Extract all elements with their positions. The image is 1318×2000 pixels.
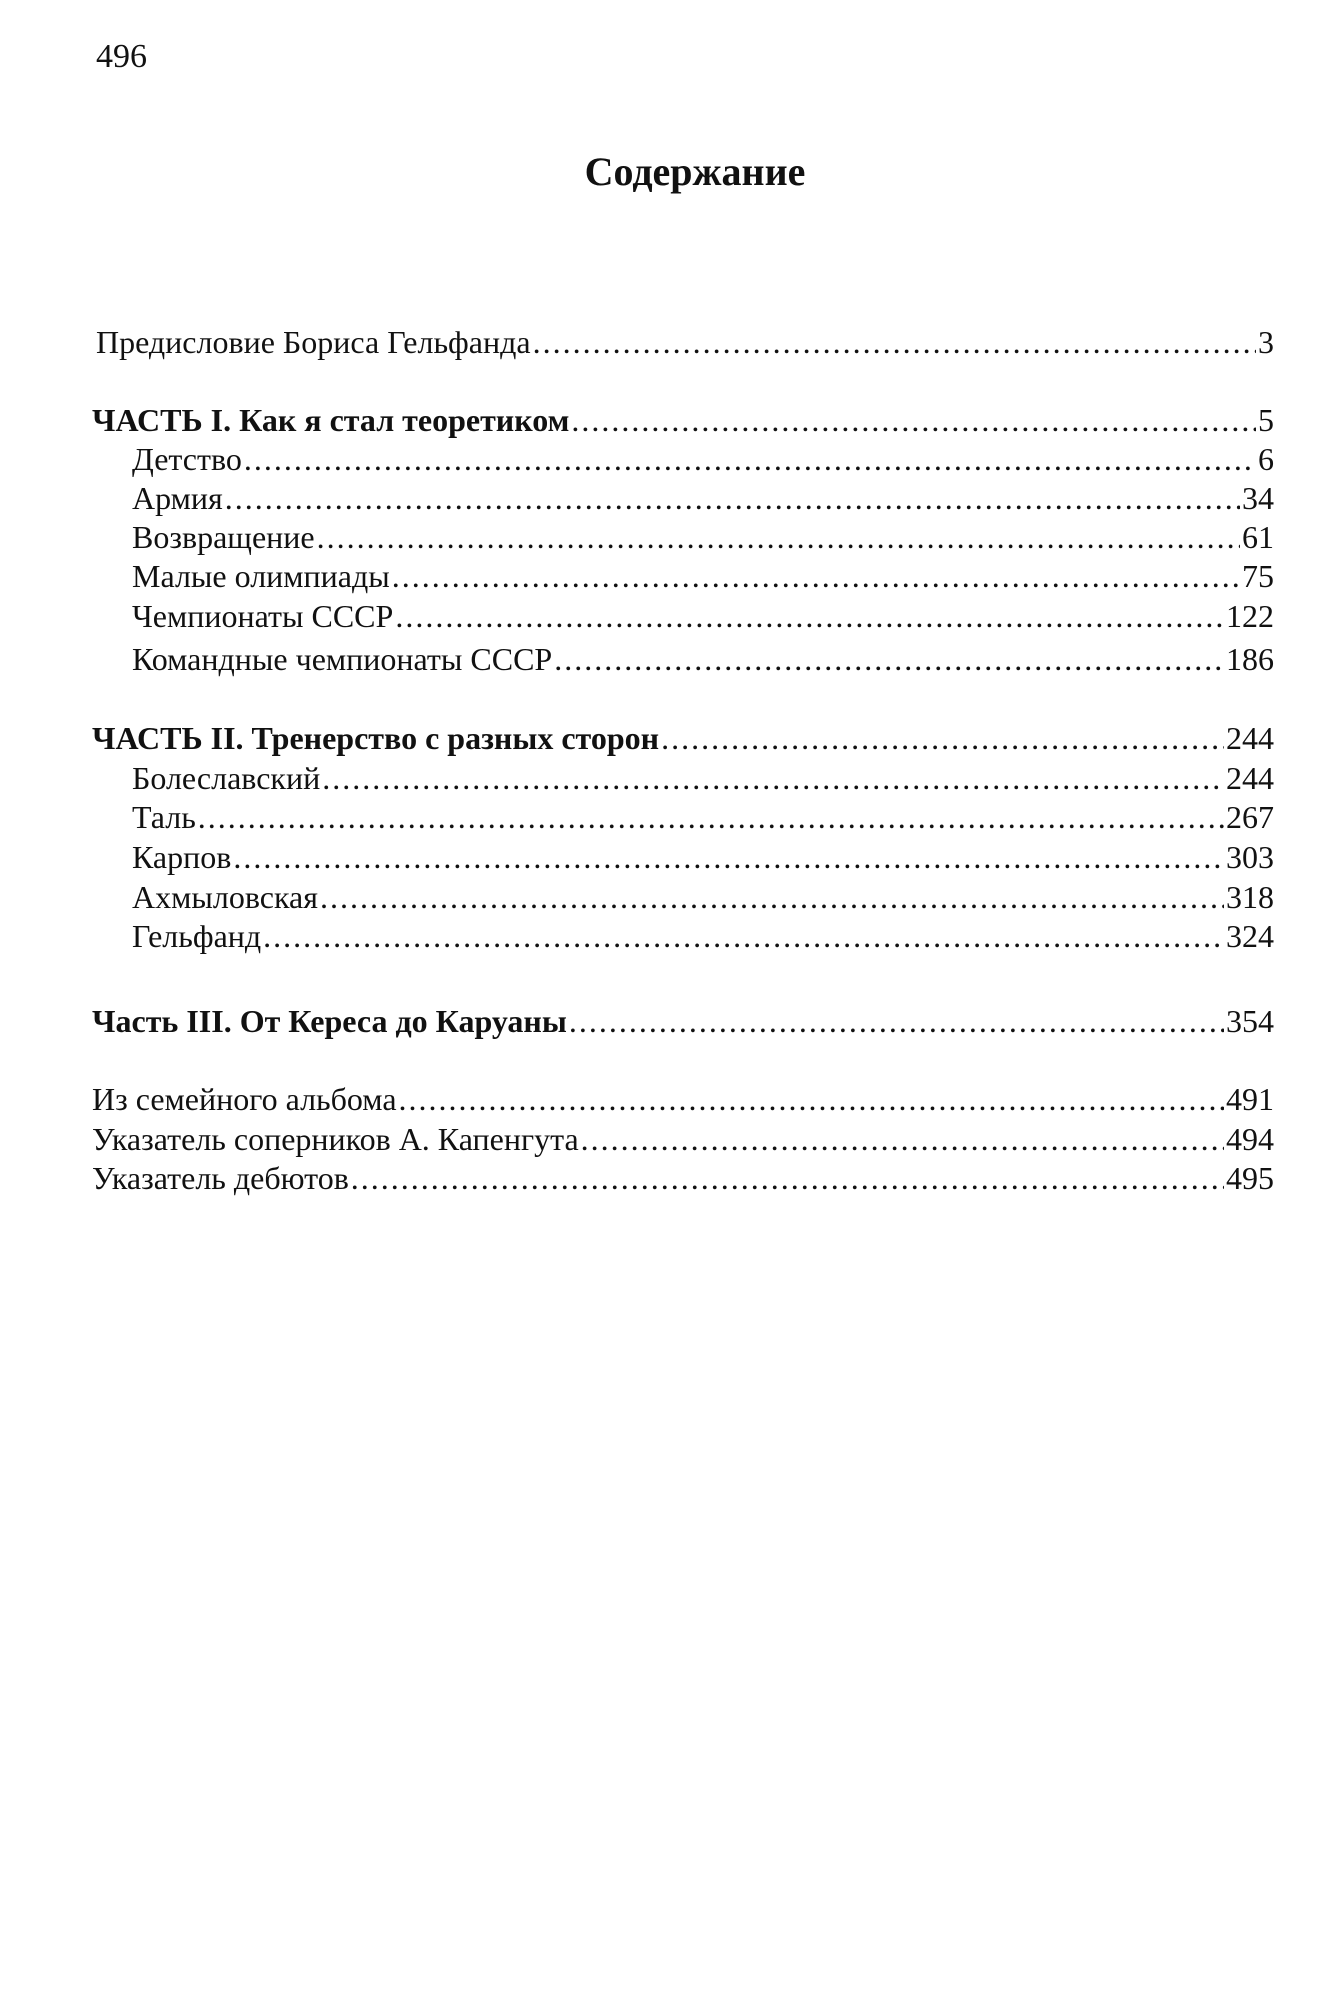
dot-leader	[244, 443, 1256, 475]
toc-entry-page: 491	[1226, 1081, 1274, 1117]
toc-entry-page: 122	[1226, 598, 1274, 634]
toc-entry-army[interactable]	[132, 482, 1274, 514]
toc-entry-page: 6	[1258, 441, 1274, 477]
toc-entry-label: Армия	[132, 480, 223, 516]
toc-entry-label: Ахмыловская	[132, 879, 318, 915]
dot-leader	[533, 326, 1256, 358]
toc-entry-page: 354	[1226, 1003, 1274, 1039]
dot-leader	[198, 801, 1224, 833]
toc-entry-page: 5	[1258, 402, 1274, 438]
dot-leader	[317, 521, 1240, 553]
toc-entry-part-1[interactable]	[92, 404, 1274, 436]
dot-leader	[399, 1083, 1224, 1115]
toc-entry-label: Указатель соперников А. Капенгута	[92, 1121, 579, 1157]
toc-entry-small-olympiads[interactable]	[132, 560, 1274, 592]
toc-entry-label: Часть III. От Кереса до Каруаны	[92, 1003, 567, 1039]
toc-entry-page: 186	[1226, 641, 1274, 677]
toc-title: Содержание	[584, 149, 806, 194]
toc-entry-page: 75	[1242, 558, 1274, 594]
toc-entry-label: Болеславский	[132, 760, 321, 796]
toc-entry-label: Возвращение	[132, 519, 315, 555]
toc-entry-label: Командные чемпионаты СССР	[132, 641, 553, 677]
toc-entry-page: 61	[1242, 519, 1274, 555]
toc-entry-page: 34	[1242, 480, 1274, 516]
toc-entry-label: Таль	[132, 799, 196, 835]
dot-leader	[581, 1123, 1224, 1155]
toc-entry-gelfand[interactable]	[132, 920, 1274, 952]
dot-leader	[569, 1005, 1224, 1037]
dot-leader	[225, 482, 1240, 514]
toc-entry-page: 244	[1226, 720, 1274, 756]
toc-entry-label: ЧАСТЬ I. Как я стал теоретиком	[92, 402, 570, 438]
toc-entry-boleslavsky[interactable]	[132, 762, 1274, 794]
toc-entry-label: Карпов	[132, 839, 232, 875]
toc-entry-label: ЧАСТЬ II. Тренерство с разных сторон	[92, 720, 660, 756]
toc-entry-label: Чемпионаты СССР	[132, 598, 394, 634]
toc-entry-label: Из семейного альбома	[92, 1081, 397, 1117]
toc-entry-page: 244	[1226, 760, 1274, 796]
toc-entry-page: 495	[1226, 1160, 1274, 1196]
toc-entry-ussr-championships[interactable]	[132, 600, 1274, 632]
toc-entry-page: 267	[1226, 799, 1274, 835]
toc-entry-label: Указатель дебютов	[92, 1160, 349, 1196]
toc-entry-team-championships[interactable]	[132, 643, 1274, 675]
dot-leader	[395, 600, 1224, 632]
dot-leader	[392, 560, 1240, 592]
toc-entry-label: Детство	[132, 441, 242, 477]
toc-entry-page: 303	[1226, 839, 1274, 875]
toc-entry-label: Малые олимпиады	[132, 558, 390, 594]
dot-leader	[554, 643, 1224, 675]
toc-entry-page: 3	[1258, 324, 1274, 360]
toc-entry-family-album[interactable]	[92, 1083, 1274, 1115]
toc-entry-page: 318	[1226, 879, 1274, 915]
toc-entry-return[interactable]	[132, 521, 1274, 553]
dot-leader	[661, 722, 1224, 754]
toc-entry-preface[interactable]	[96, 326, 1274, 358]
toc-entry-tal[interactable]	[132, 801, 1274, 833]
dot-leader	[571, 404, 1256, 436]
toc-entry-openings-index[interactable]	[92, 1162, 1274, 1194]
dot-leader	[233, 841, 1224, 873]
dot-leader	[351, 1162, 1224, 1194]
toc-entry-opponents-index[interactable]	[92, 1123, 1274, 1155]
toc-entry-part-3[interactable]	[92, 1005, 1274, 1037]
dot-leader	[322, 762, 1224, 794]
dot-leader	[320, 881, 1224, 913]
toc-entry-label: Гельфанд	[132, 918, 262, 954]
page-number: 496	[96, 38, 147, 75]
toc-entry-akhmylovskaya[interactable]	[132, 881, 1274, 913]
toc-entry-childhood[interactable]	[132, 443, 1274, 475]
toc-entry-karpov[interactable]	[132, 841, 1274, 873]
toc-entry-page: 324	[1226, 918, 1274, 954]
toc-entry-part-2[interactable]	[92, 722, 1274, 754]
toc-entry-label: Предисловие Бориса Гельфанда	[96, 324, 531, 360]
dot-leader	[263, 920, 1224, 952]
toc-entry-page: 494	[1226, 1121, 1274, 1157]
